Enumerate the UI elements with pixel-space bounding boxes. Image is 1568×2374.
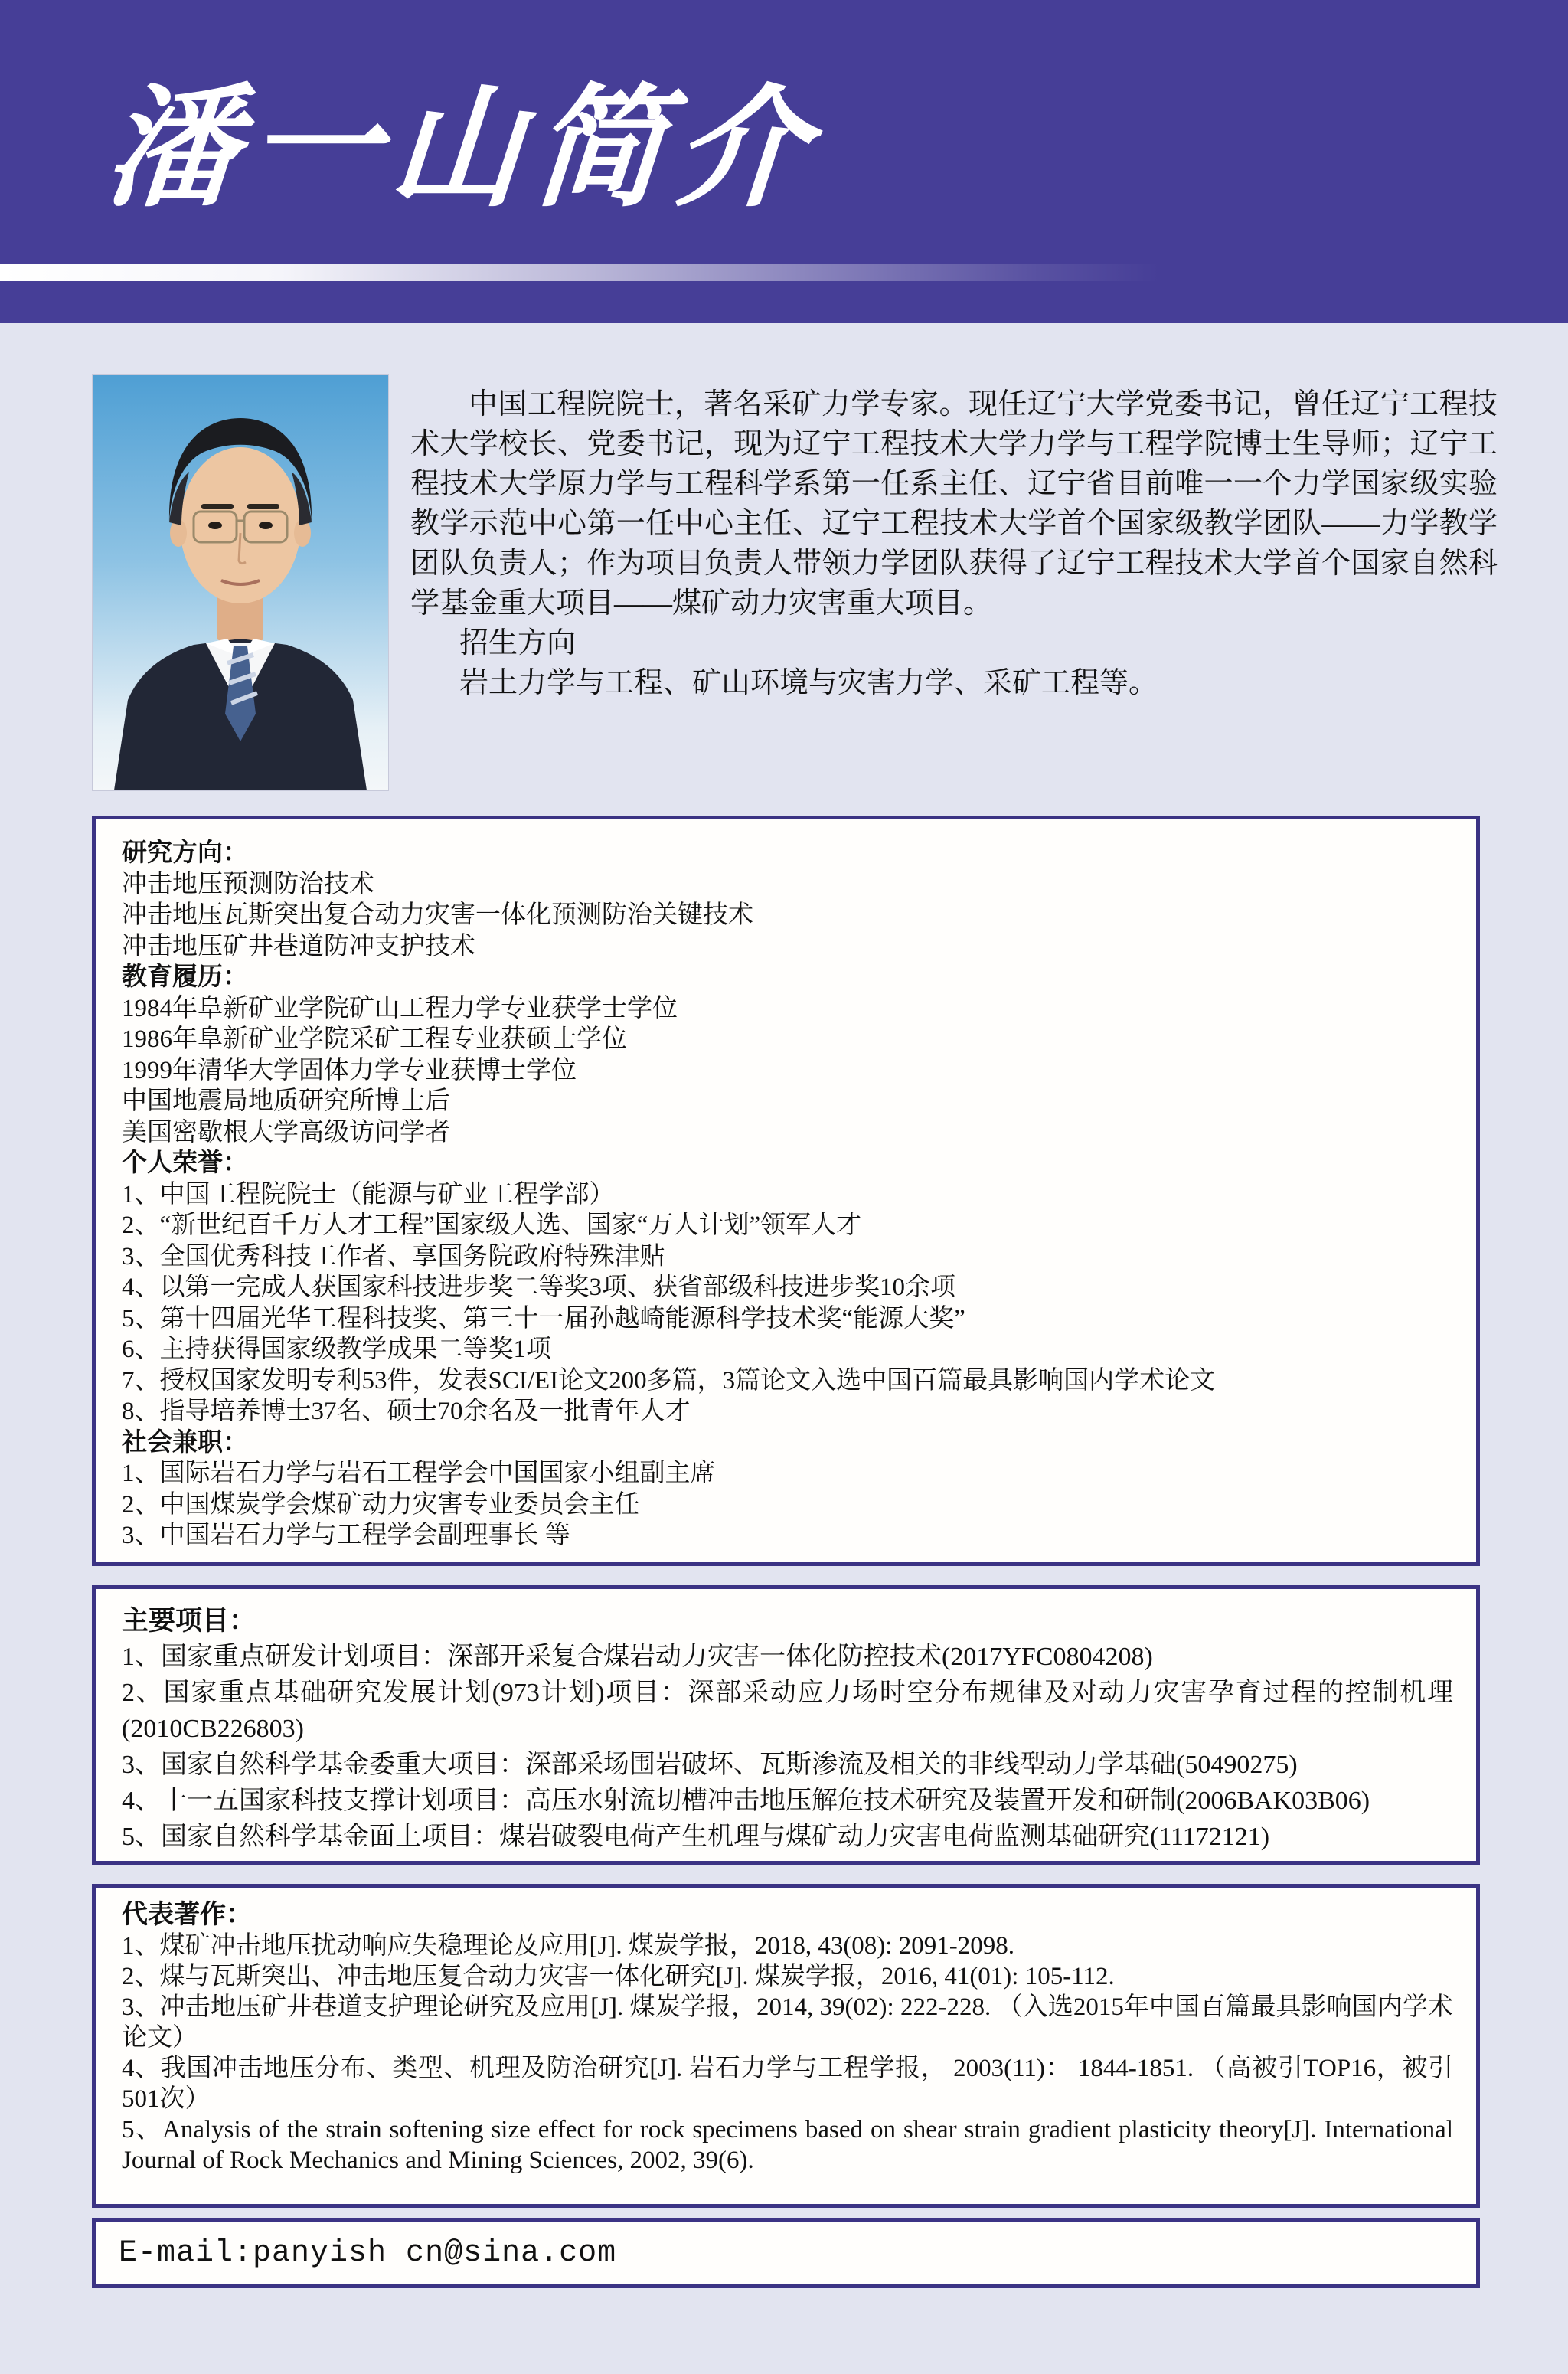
page-title: 潘一山简介: [100, 77, 823, 223]
portrait-photo-graphic: [93, 375, 388, 790]
publication-item: 5、Analysis of the strain softening size effect for rock specimens based on shear strain gradient plasticity theory[J]. International Journal of Rock Mechanics and Mining Sciences, 2002, 39(6).: [122, 2116, 1453, 2174]
text-line: 7、授权国家发明专利53件，发表SCI/EI论文200多篇，3篇论文入选中国百篇最具影响国内学术论文: [122, 1366, 1216, 1395]
profile-details-box: [92, 816, 1480, 1566]
projects-list: [122, 1639, 1453, 1855]
text-line: 冲击地压矿井巷道防冲支护技术: [122, 932, 475, 960]
text-line: 5、第十四届光华工程科技奖、第三十一届孙越崎能源科学技术奖“能源大奖”: [122, 1304, 965, 1333]
email-box: [92, 2218, 1480, 2288]
text-line: 3、中国岩石力学与工程学会副理事长 等: [122, 1522, 570, 1549]
email-text: E-mail:panyish cn@sina.com: [119, 2235, 617, 2271]
project-item: 4、十一五国家科技支撑计划项目：高压水射流切槽冲击地压解危技术研究及装置开发和研制(2006BAK03B06): [122, 1787, 1370, 1815]
projects-title: 主要项目：: [122, 1606, 256, 1636]
text-line: 1999年清华大学固体力学专业获博士学位: [122, 1056, 577, 1084]
header-banner: [0, 0, 1568, 323]
project-item: 2、国家重点基础研究发展计划(973计划)项目：深部采动应力场时空分布规律及对动力灾害孕育过程的控制机理(2010CB226803): [122, 1679, 1453, 1743]
text-line: 冲击地压预测防治技术: [122, 870, 374, 898]
admission-text: 岩土力学与工程、矿山环境与灾害力学、采矿工程等。: [459, 667, 1158, 699]
section-lines: [122, 1179, 1455, 1427]
text-line: 1984年阜新矿业学院矿山工程力学专业获学士学位: [122, 994, 678, 1022]
profile-section: [122, 1427, 1455, 1552]
project-item: 3、国家自然科学基金委重大项目：深部采场围岩破坏、瓦斯渗流及相关的非线型动力学基础(50490275): [122, 1751, 1298, 1779]
section-title: 教育履历：: [122, 963, 248, 991]
section-title: 社会兼职：: [122, 1428, 248, 1457]
intro-block: [410, 384, 1498, 703]
publications-list: [122, 1931, 1453, 2176]
intro-paragraph: 中国工程院院士，著名采矿力学专家。现任辽宁大学党委书记，曾任辽宁工程技术大学校长、党委书记，现为辽宁工程技术大学力学与工程学院博士生导师；辽宁工程技术大学原力学与工程科学系第一任系主任、辽宁省目前唯一一个力学国家级实验教学示范中心第一任中心主任、辽宁工程技术大学首个国家级教学团队——力学教学团队负责人；作为项目负责人带领力学团队获得了辽宁工程技术大学首个国家自然科学基金重大项目——煤矿动力灾害重大项目。: [410, 388, 1498, 620]
section-title: 研究方向：: [122, 839, 248, 867]
header-stripe: [0, 264, 1568, 281]
admission-heading: 招生方向: [459, 627, 577, 659]
projects-box: [92, 1585, 1480, 1865]
text-line: 4、以第一完成人获国家科技进步奖二等奖3项、获省部级科技进步奖10余项: [122, 1274, 956, 1301]
profile-section: [122, 838, 1455, 962]
text-line: 冲击地压瓦斯突出复合动力灾害一体化预测防治关键技术: [122, 901, 753, 929]
section-lines: [122, 993, 1455, 1149]
publications-title: 代表著作：: [122, 1901, 252, 1929]
publication-item: 4、我国冲击地压分布、类型、机理及防治研究[J]. 岩石力学与工程学报， 2003(11)： 1844-1851. （高被引TOP16，被引501次）: [122, 2055, 1453, 2113]
project-item: 5、国家自然科学基金面上项目：煤岩破裂电荷产生机理与煤矿动力灾害电荷监测基础研究(11172121): [122, 1823, 1270, 1851]
text-line: 6、主持获得国家级教学成果二等奖1项: [122, 1336, 551, 1363]
text-line: 1、中国工程院院士（能源与矿业工程学部）: [122, 1180, 615, 1208]
publications-box: [92, 1884, 1480, 2208]
publication-item: 1、煤矿冲击地压扰动响应失稳理论及应用[J]. 煤炭学报，2018, 43(08): 2091-2098.: [122, 1932, 1014, 1960]
section-lines: [122, 1458, 1455, 1552]
section-lines: [122, 869, 1455, 963]
text-line: 2、中国煤炭学会煤矿动力灾害专业委员会主任: [122, 1490, 640, 1519]
text-line: 3、全国优秀科技工作者、享国务院政府特殊津贴: [122, 1242, 665, 1270]
text-line: 8、指导培养博士37名、硕士70余名及一批青年人才: [122, 1398, 691, 1425]
text-line: 中国地震局地质研究所博士后: [122, 1087, 450, 1115]
text-line: 1、国际岩石力学与岩石工程学会中国国家小组副主席: [122, 1460, 716, 1487]
text-line: 1986年阜新矿业学院采矿工程专业获硕士学位: [122, 1025, 627, 1053]
project-item: 1、国家重点研发计划项目：深部开采复合煤岩动力灾害一体化防控技术(2017YFC0804208): [122, 1643, 1153, 1671]
publication-item: 2、煤与瓦斯突出、冲击地压复合动力灾害一体化研究[J]. 煤炭学报，2016, 41(01): 105-112.: [122, 1963, 1115, 1990]
portrait-photo: [93, 375, 388, 790]
text-line: 美国密歇根大学高级访问学者: [122, 1118, 450, 1146]
profile-section: [122, 1148, 1455, 1427]
text-line: 2、“新世纪百千万人才工程”国家级人选、国家“万人计划”领军人才: [122, 1212, 862, 1239]
profile-section: [122, 962, 1455, 1148]
section-title: 个人荣誉：: [122, 1149, 248, 1177]
publication-item: 3、冲击地压矿井巷道支护理论研究及应用[J]. 煤炭学报，2014, 39(02): 222-228. （入选2015年中国百篇最具影响国内学术论文）: [122, 1993, 1453, 2052]
